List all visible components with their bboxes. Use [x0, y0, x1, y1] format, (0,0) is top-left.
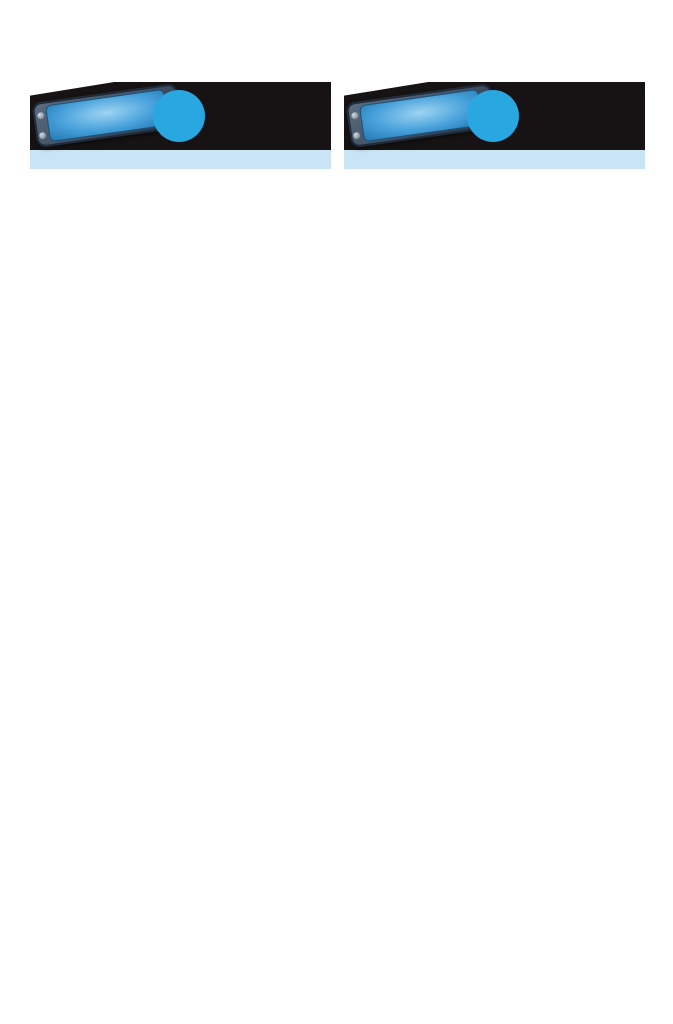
- bolt-icon: [353, 132, 361, 140]
- cross-references: [330, 980, 354, 992]
- callout-number-badge: [153, 90, 205, 142]
- bolt-icon: [351, 112, 359, 120]
- callout-header: [30, 82, 331, 150]
- callout-header: [344, 82, 645, 150]
- bolt-icon: [39, 132, 47, 140]
- callout-answer: [30, 150, 331, 169]
- left-column: [30, 68, 331, 181]
- respuestas-biblicas-callout-54: [344, 82, 645, 169]
- chapter-number: [344, 183, 394, 209]
- callout-number-badge: [467, 90, 519, 142]
- bolt-icon: [37, 112, 45, 120]
- respuestas-biblicas-callout-53: [30, 82, 331, 169]
- callout-answer: [344, 150, 645, 169]
- right-column: [344, 68, 645, 209]
